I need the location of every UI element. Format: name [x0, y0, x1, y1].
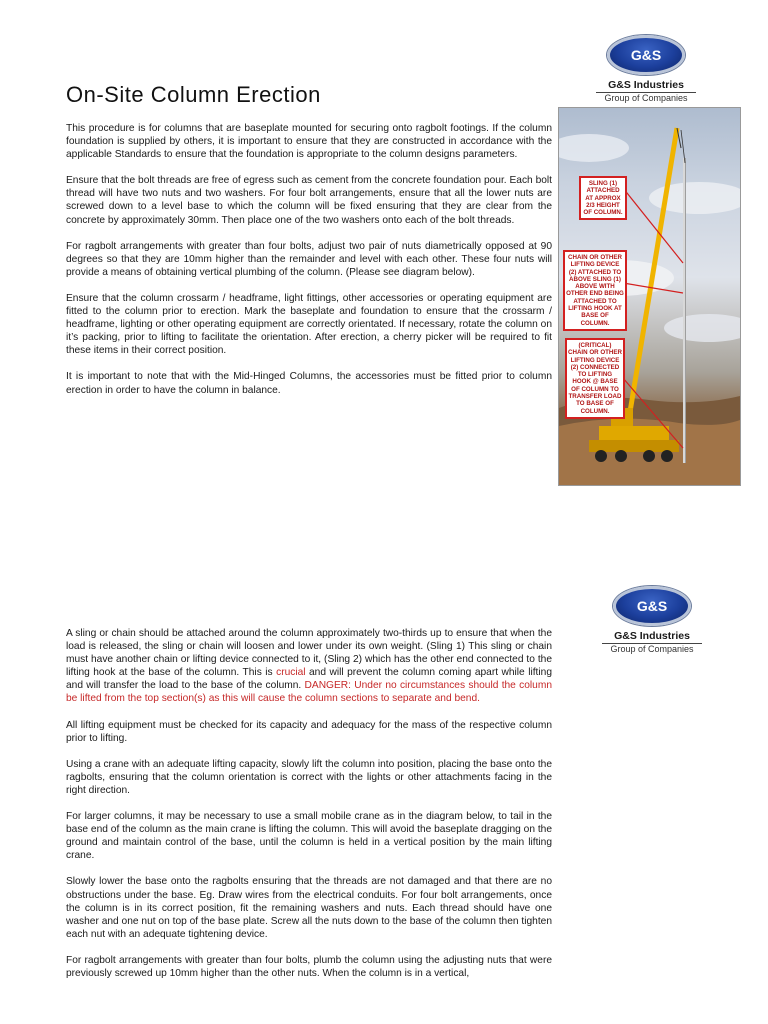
- paragraph: Slowly lower the base onto the ragbolts ensuring that the threads are not damaged and that there are no obstructions under the base. Eg. Draw wires from the electrical conduits. For four bolt arrangements, once the column is in its correct position, fit the remaining washers and nuts. Each thread should have one washer and one nut on top of the base plate. Screw all the nuts down to the base of the column then tighten each nut with an adequate tightening device.: [66, 876, 552, 940]
- text-run: and will prevent the column coming apart while lifting and will transfer the load to the base of the column.: [66, 667, 552, 692]
- logo-company-name: G&S Industries: [614, 630, 690, 642]
- paragraph-sling: [66, 627, 552, 706]
- section-intro: [66, 122, 552, 410]
- crane-photo: [558, 107, 741, 486]
- callout-lifting-device-2: CHAIN OR OTHER LIFTING DEVICE (2) ATTACHED TO ABOVE SLING (1) ABOVE WITH OTHER END BEING ATTACHED TO LIFTING HOOK AT BASE OF COLUMN.: [563, 250, 627, 331]
- paragraph: This procedure is for columns that are baseplate mounted for securing onto ragbolt footings. If the column foundation is supplied by others, it is important to ensure that they are constructed in accordance with the applicable Standards to ensure that the foundation is appropriate to the column designs parameters.: [66, 123, 552, 161]
- paragraph: All lifting equipment must be checked for its capacity and adequacy for the mass of the respective column prior to lifting.: [66, 719, 552, 744]
- paragraph: For larger columns, it may be necessary to use a small mobile crane as in the diagram below, to tail in the base end of the column as the main crane is lifting the column. This will avoid the baseplate dragging on the ground and maintain control of the base, until the column is held in a vertical position by the main lifting crane.: [66, 811, 552, 862]
- company-logo: [587, 586, 717, 655]
- crucial-highlight: crucial: [276, 667, 306, 679]
- text-run: A sling or chain should be attached around the column approximately two-thirds up to ensure that when the load is released, the sling or chain will loosen and lower under its own weight. (Sling 1) This sling or chain must have another chain or lifting device connected to it, (Sling 2) which has the other end connected to the lifting hook at the base of the column. This is: [66, 628, 552, 679]
- callout-sling-1: SLING (1) ATTACHED AT APPROX 2/3 HEIGHT OF COLUMN.: [579, 176, 627, 220]
- logo-mark: G&S: [607, 35, 685, 75]
- section-lifting: [66, 627, 552, 993]
- paragraph: Using a crane with an adequate lifting capacity, slowly lift the column into position, placing the base onto the ragbolts, ensuring that the column orientation is correct with the lights or other attachments facing in the right direction.: [66, 758, 552, 796]
- logo-mark: G&S: [613, 586, 691, 626]
- danger-warning: DANGER: Under no circumstances should the column be lifted from the top section(s) as this will cause the column sections to separate and bend.: [66, 680, 552, 705]
- paragraph: It is important to note that with the Mid-Hinged Columns, the accessories must be fitted prior to column erection in order to have the column in balance.: [66, 371, 552, 396]
- callout-critical-chain: (CRITICAL) CHAIN OR OTHER LIFTING DEVICE (2) CONNECTED TO LIFTING HOOK @ BASE OF COLUMN TO TRANSFER LOAD TO BASE OF COLUMN.: [565, 338, 625, 419]
- company-logo: [581, 35, 711, 104]
- logo-subtitle: Group of Companies: [604, 93, 688, 103]
- page-title: On-Site Column Erection: [66, 82, 321, 107]
- logo-subtitle: Group of Companies: [610, 644, 694, 654]
- paragraph: For ragbolt arrangements with greater than four bolts, plumb the column using the adjusting nuts that were previously screwed up 10mm higher than the other nuts. When the column is in a vertical,: [66, 954, 552, 979]
- paragraph: Ensure that the column crossarm / headframe, light fittings, other accessories or operating equipment are fitted to the column prior to erection. Mark the baseplate and foundation to ensure that the crossarm / headframe, lighting or other operating equipment are correctly orientated. If necessary, rotate the column on it’s packing, prior to lifting to facilitate the orientation. After erection, a cherry picker will be required to fit these items in their correct position.: [66, 292, 552, 357]
- logo-company-name: G&S Industries: [608, 79, 684, 91]
- paragraph: For ragbolt arrangements with greater than four bolts, adjust two pair of nuts diametrically opposed at 90 degrees so that they are 10mm higher than the remainder and level with each other. These four nuts will provide a means of obtaining vertical plumbing of the column. (Please see diagram below).: [66, 240, 552, 278]
- paragraph: Ensure that the bolt threads are free of egress such as cement from the concrete foundation pour. Each bolt thread will have two nuts and two washers. For four bolt arrangements, ensure that all the lower nuts are screwed down to a level base to which the column will be fixed ensuring that they are clear from the concrete by approximately 30mm. Then place one of the two washers onto each of the bolt threads.: [66, 175, 552, 226]
